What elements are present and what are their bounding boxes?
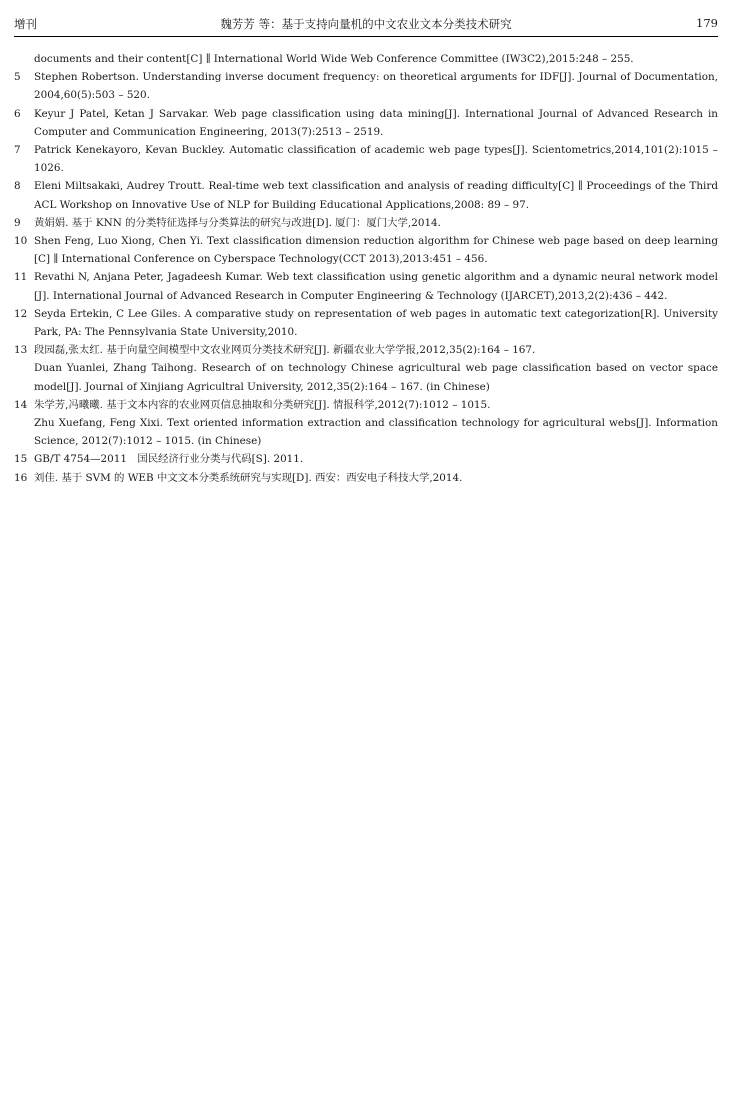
reference-item (14, 469, 718, 487)
reference-number: 10 (14, 235, 28, 248)
reference-number: 5 (14, 71, 21, 84)
reference-item (14, 396, 718, 451)
reference-text: 黄娟娟. 基于 KNN 的分类特征选择与分类算法的研究与改进[D]. 厦门：厦门大学,2014. (34, 216, 441, 229)
issue-label: 增刊 (14, 17, 37, 31)
reference-item (14, 214, 718, 232)
reference-text: Seyda Ertekin, C Lee Giles. A comparative study on representation of web pages in automatic text categorization[R]. University Park, PA: The Pennsylvania State University,2010. (34, 307, 718, 339)
reference-english-translation: Duan Yuanlei, Zhang Taihong. Research of on technology Chinese agricultural web page classification based on vector space model[J]. Journal of Xinjiang Agricultral University, 2012,35(2):164 – 167. (in Chinese) (34, 362, 718, 393)
reference-number: 11 (14, 271, 28, 284)
reference-number: 16 (14, 471, 28, 484)
reference-text: documents and their content[C] ∥ International World Wide Web Conference Committee (IW3C2),2015:248 – 255. (34, 53, 634, 65)
reference-text: Stephen Robertson. Understanding inverse document frequency: on theoretical arguments for IDF[J]. Journal of Documentation, 2004,60(5):503 – 520. (34, 71, 718, 102)
reference-number: 13 (14, 344, 28, 357)
reference-text: 刘佳. 基于 SVM 的 WEB 中文文本分类系统研究与实现[D]. 西安：西安电子科技大学,2014. (34, 471, 463, 484)
reference-text: GB/T 4754—2011 国民经济行业分类与代码[S]. 2011. (34, 453, 304, 466)
reference-item (14, 341, 718, 396)
reference-text: 朱学芳,冯曦曦. 基于文本内容的农业网页信息抽取和分类研究[J]. 情报科学,2012(7):1012 – 1015. (34, 398, 491, 411)
reference-number: 15 (14, 453, 28, 466)
reference-text: Patrick Kenekayoro, Kevan Buckley. Automatic classification of academic web page types[J]. Scientometrics,2014,101(2):1015 – 1026. (34, 144, 718, 175)
reference-item (14, 268, 718, 304)
reference-number: 8 (14, 180, 21, 193)
reference-item (14, 232, 718, 268)
reference-text: Eleni Miltsakaki, Audrey Troutt. Real-time web text classification and analysis of reading difficulty[C] ∥ Proceedings of the Third ACL Workshop on Innovative Use of NLP for Building Educational Applications,2008: 89 – 97. (34, 180, 718, 211)
running-title: 魏芳芳 等：基于支持向量机的中文农业文本分类技术研究 (220, 17, 512, 31)
reference-list (14, 50, 718, 487)
reference-text: 段园磊,张太红. 基于向量空间模型中文农业网页分类技术研究[J]. 新疆农业大学学报,2012,35(2):164 – 167. (34, 344, 536, 357)
reference-number: 6 (14, 107, 21, 120)
reference-item (14, 305, 718, 341)
reference-item (14, 141, 718, 177)
reference-item (14, 450, 718, 468)
reference-number: 12 (14, 307, 28, 320)
reference-number: 9 (14, 216, 21, 229)
page-number: 179 (696, 16, 718, 30)
reference-item (14, 68, 718, 104)
reference-text: Revathi N, Anjana Peter, Jagadeesh Kumar. Web text classification using genetic algorithm and a dynamic neural network model [J]. International Journal of Advanced Research in Computer Engineering & Technology (IJARCET),2013,2(2):436 – 442. (34, 271, 718, 302)
reference-item (14, 177, 718, 213)
running-header (14, 14, 718, 37)
reference-text: Keyur J Patel, Ketan J Sarvakar. Web page classification using data mining[J]. International Journal of Advanced Research in Computer and Communication Engineering, 2013(7):2513 – 2519. (34, 107, 718, 138)
reference-text: Shen Feng, Luo Xiong, Chen Yi. Text classification dimension reduction algorithm for Chinese web page based on deep learning [C] ∥ International Conference on Cyberspace Technology(CCT 2013),2013:451 – 456. (34, 235, 718, 266)
reference-item (14, 105, 718, 141)
reference-number: 7 (14, 144, 21, 157)
reference-item (14, 50, 718, 68)
reference-number: 14 (14, 398, 28, 411)
reference-english-translation: Zhu Xuefang, Feng Xixi. Text oriented information extraction and classification technology for agricultural webs[J]. Information Science, 2012(7):1012 – 1015. (in Chinese) (34, 417, 718, 448)
